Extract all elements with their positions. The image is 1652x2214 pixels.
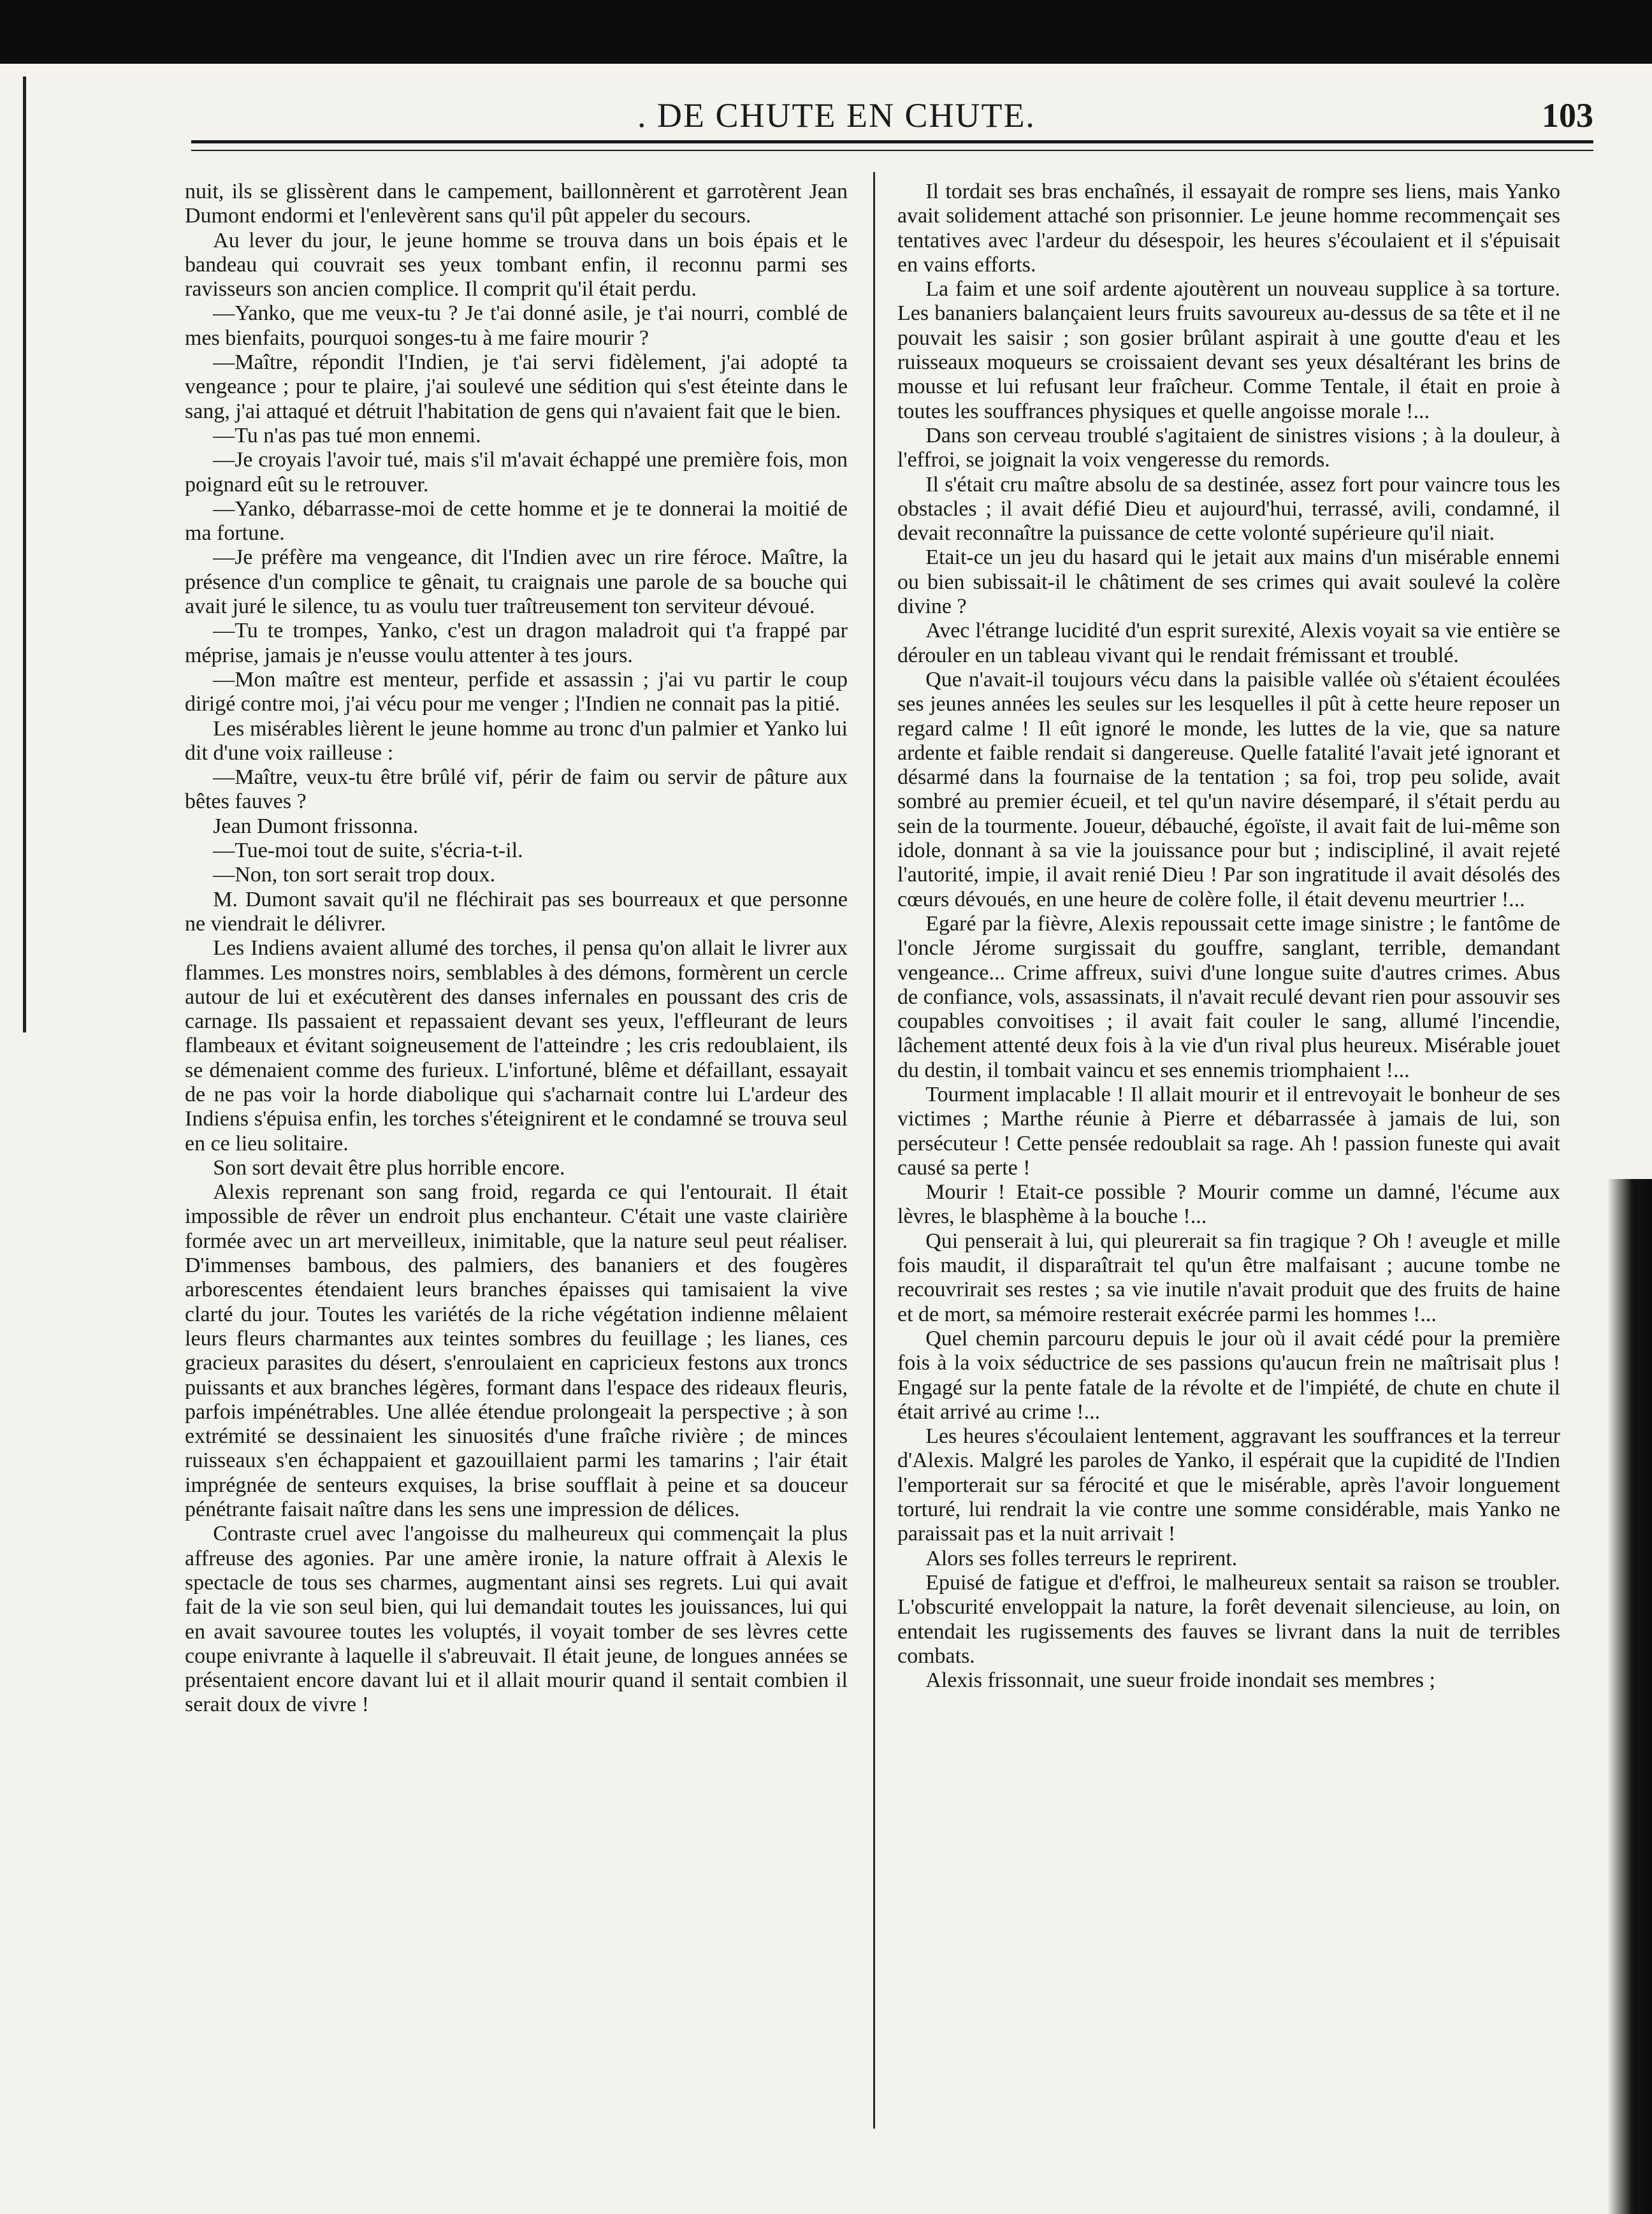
paragraph: Alors ses folles terreurs le reprirent. [925,1546,1238,1570]
left-column [185,180,848,1718]
running-title: . DE CHUTE EN CHUTE. [637,96,1036,134]
page-header [191,96,1593,141]
paragraph: Alexis frissonnait, une sueur froide inondait ses membres ; [925,1668,1435,1693]
paragraph: Que n'avait-il toujours vécu dans la paisible vallée où s'étaient écoulées ses jeunes années les seules sur les lesquelles il pût à cette heure reposer un regard calme ! Il eût ignoré le monde, les luttes de la vie, que sa nature ardente et faible rendait si dangereuse. Quelle fatalité l'avait jeté ignorant et désarmé dans la fournaise de la tentation ; sa foi, trop peu solide, avait sombré au premier écueil, et tel qu'un navire désemparé, il s'était perdu au sein de la tourmente. Joueur, débauché, égoïste, il avait fait de lui-même son idole, donnant à sa vie la jouissance pour but ; indiscipliné, il avait rejeté l'autorité, impie, il avait renié Dieu ! Par son ingratitude il avait désolés des cœurs dévoués, en une heure de colère folle, il était devenu meurtrier !... [897,667,1560,911]
paragraph: —Tu te trompes, Yanko, c'est un dragon maladroit qui t'a frappé par méprise, jamais je n'eusse voulu attenter à tes jours. [185,619,848,667]
paragraph: —Tu n'as pas tué mon ennemi. [213,423,481,447]
paragraph: —Yanko, que me veux-tu ? Je t'ai donné asile, je t'ai nourri, comblé de mes bienfaits, pourquoi songes-tu à me faire mourir ? [185,301,848,350]
paragraph: Egaré par la fièvre, Alexis repoussait cette image sinistre ; le fantôme de l'oncle Jérome surgissait du gouffre, sanglant, terrible, demandant vengeance... Crime affreux, suivi d'une longue suite d'autres crimes. Abus de confiance, vols, assassinats, il n'avait reculé devant rien pour assouvir ses coupables convoitises ; il avait fait couler le sang, allumé l'incendie, lâchement attenté deux fois à la vie d'un rival plus heureux. Misérable jouet du destin, il tombait vaincu et ses ennemis triomphaient !... [897,911,1560,1082]
paragraph: —Maître, veux-tu être brûlé vif, périr de faim ou servir de pâture aux bêtes fauves ? [185,765,848,814]
paragraph: Alexis reprenant son sang froid, regarda ce qui l'entourait. Il était impossible de rêver un endroit plus enchanteur. C'était une vaste clairière formée avec un art merveilleux, inimitable, que la nature seul peut réaliser. D'immenses bambous, des palmiers, des bananiers et des fougères arborescentes étendaient leurs branches épaisses qui tamisaient la vive clarté du jour. Toutes les variétés de la riche végétation indienne mêlaient leurs fleurs charmantes aux teintes sombres du feuillage ; les lianes, ces gracieux parasites du désert, s'enroulaient en capricieux festons aux troncs puissants et aux branches légères, formant dans l'espace des rideaux fleuris, parfois impénétrables. Une allée étendue prolongeait la perspective ; à son extrémité se dessinaient les sinuosités d'une fraîche rivière ; de minces ruisseaux s'en échappaient et gazouillaient parmi les tamarins ; l'air était imprégnée de senteurs exquises, la brise soufflait à peine et sa douceur pénétrante faisait naître dans les sens une impression de délices. [185,1180,848,1522]
paragraph: —Je croyais l'avoir tué, mais s'il m'avait échappé une première fois, mon poignard eût su le retrouver. [185,448,848,496]
paragraph: nuit, ils se glissèrent dans le campement, baillonnèrent et garrotèrent Jean Dumont endormi et l'enlevèrent sans qu'il pût appeler du secours. [185,180,848,228]
paragraph: Jean Dumont frissonna. [213,814,419,838]
paragraph: M. Dumont savait qu'il ne fléchirait pas ses bourreaux et que personne ne viendrait le délivrer. [185,887,848,936]
paragraph: —Tue-moi tout de suite, s'écria-t-il. [213,839,523,863]
paragraph: —Maître, répondit l'Indien, je t'ai servi fidèlement, j'ai adopté ta vengeance ; pour te plaire, j'ai soulevé une sédition qui s'est éteinte dans le sang, j'ai attaqué et détruit l'habitation de gens qui n'avaient fait que le bien. [185,351,848,423]
paragraph: La faim et une soif ardente ajoutèrent un nouveau supplice à sa torture. Les bananiers balançaient leurs fruits savoureux au-dessus de sa tête et il ne pouvait les saisir ; son gosier brûlant aspirait à une goutte d'eau et les ruisseaux moqueurs se croissaient devant ses yeux désaltérant les brins de mousse et lui refusant leur fraîcheur. Comme Tentale, il était en proie à toutes les souffrances physiques et quelle angoisse morale !... [897,277,1560,423]
paragraph: Les misérables lièrent le jeune homme au tronc d'un palmier et Yanko lui dit d'une voix railleuse : [185,716,848,765]
paragraph: Il tordait ses bras enchaînés, il essayait de rompre ses liens, mais Yanko avait solidement attaché son prisonnier. Le jeune homme recommençait ses tentatives avec l'ardeur du désespoir, les heures s'écoulaient et il s'épuisait en vains efforts. [897,180,1560,277]
paragraph: Avec l'étrange lucidité d'un esprit surexité, Alexis voyait sa vie entière se dérouler en un tableau vivant qui le rendait frémissant et troublé. [897,619,1560,667]
paragraph: Contraste cruel avec l'angoisse du malheureux qui commençait la plus affreuse des agonies. Par une amère ironie, la nature offrait à Alexis le spectacle de tous ses charmes, augmentant ainsi ses regrets. Lui qui avait fait de la vie son seul bien, qui lui demandait toutes les jouissances, lui qui en avait savouree toutes les voluptés, il voyait tomber de ses lèvres cette coupe enivrante à laquelle il s'abreuvait. Il était jeune, de longues années se présentaient encore davant lui et il allait mourir quand il sentait combien il serait doux de vivre ! [185,1522,848,1717]
paragraph: Les Indiens avaient allumé des torches, il pensa qu'on allait le livrer aux flammes. Les monstres noirs, semblables à des démons, formèrent un cercle autour de lui et exécutèrent des danses infernales en poussant des cris de carnage. Ils passaient et repassaient devant ses yeux, l'effleurant de leurs flambeaux et évitant soigneusement de l'atteindre ; les cris redoublaient, ils se démenaient comme des furieux. L'infortuné, blême et défaillant, essayait de ne pas voir la horde diabolique qui s'acharnait contre lui L'ardeur des Indiens s'épuisa enfin, les torches s'éteignirent et le condamné se trouva seul en ce lieu solitaire. [185,936,848,1155]
paragraph: Il s'était cru maître absolu de sa destinée, assez fort pour vaincre tous les obstacles ; il avait défié Dieu et aujourd'hui, terrassé, avili, condamné, il devait reconnaître la puissance de cette volonté supérieure qu'il niait. [897,472,1560,546]
paragraph: Dans son cerveau troublé s'agitaient de sinistres visions ; à la douleur, à l'effroi, se joignait la voix vengeresse du remords. [897,423,1560,472]
paragraph: Tourment implacable ! Il allait mourir et il entrevoyait le bonheur de ses victimes ; Marthe réunie à Pierre et débarrassée à jamais de lui, son persécuteur ! Cette pensée redoublait sa rage. Ah ! passion funeste qui avait causé sa perte ! [897,1082,1560,1180]
paragraph: Mourir ! Etait-ce possible ? Mourir comme un damné, l'écume aux lèvres, le blasphème à la bouche !... [897,1180,1560,1229]
paragraph: Quel chemin parcouru depuis le jour où il avait cédé pour la première fois à la voix séductrice de ses passions qu'aucun frein ne maîtrisait plus ! Engagé sur la pente fatale de la révolte et de l'impiété, de chute en chute il était arrivé au crime !... [897,1326,1560,1424]
paragraph: —Je préfère ma vengeance, dit l'Indien avec un rire féroce. Maître, la présence d'un complice te gênait, tu craignais une parole de sa bouche qui avait juré le silence, tu as voulu tuer traîtreusement ton serviteur dévoué. [185,546,848,619]
paragraph: Epuisé de fatigue et d'effroi, le malheureux sentait sa raison se troubler. L'obscurité enveloppait la nature, la forêt devenait silencieuse, au loin, on entendait les rugissements des fauves se livrant dans la nuit de terribles combats. [897,1570,1560,1668]
scan-right-edge-shadow [1607,1179,1652,2214]
scan-left-margin-rule [23,76,26,1032]
paragraph: Etait-ce un jeu du hasard qui le jetait aux mains d'un misérable ennemi ou bien subissait-il le châtiment de ses crimes qui avait soulevé la colère divine ? [897,546,1560,619]
paragraph: Au lever du jour, le jeune homme se trouva dans un bois épais et le bandeau qui couvrait ses yeux tombant enfin, il reconnu parmi ses ravisseurs son ancien complice. Il comprit qu'il était perdu. [185,228,848,301]
right-column [897,180,1560,1693]
paragraph: Qui penserait à lui, qui pleurerait sa fin tragique ? Oh ! aveugle et mille fois maudit, il disparaîtrait tel qu'un être malfaisant ; aucune tombe ne recouvrirait ses restes ; sa vie inutile n'avait produit que des fruits de haine et de mort, sa mémoire resterait exécrée parmi les hommes !... [897,1229,1560,1326]
paragraph: —Mon maître est menteur, perfide et assassin ; j'ai vu partir le coup dirigé contre moi, j'ai vécu pour me venger ; l'Indien ne connait pas la pitié. [185,667,848,716]
paragraph: Les heures s'écoulaient lentement, aggravant les souffrances et la terreur d'Alexis. Malgré les paroles de Yanko, il espérait que la cupidité de l'Indien l'emporterait sur sa férocité et que le misérable, après l'avoir longuement torturé, lui rendrait la vie contre une somme considérable, mais Yanko ne paraissait pas et la nuit arrivait ! [897,1424,1560,1546]
paragraph: Son sort devait être plus horrible encore. [213,1155,565,1180]
paragraph: —Yanko, débarrasse-moi de cette homme et je te donnerai la moitié de ma fortune. [185,496,848,546]
scan-top-band [0,0,1652,64]
header-double-rule [191,140,1593,151]
page-number: 103 [1542,96,1593,134]
paragraph: —Non, ton sort serait trop doux. [213,863,496,887]
column-divider [873,172,875,2129]
